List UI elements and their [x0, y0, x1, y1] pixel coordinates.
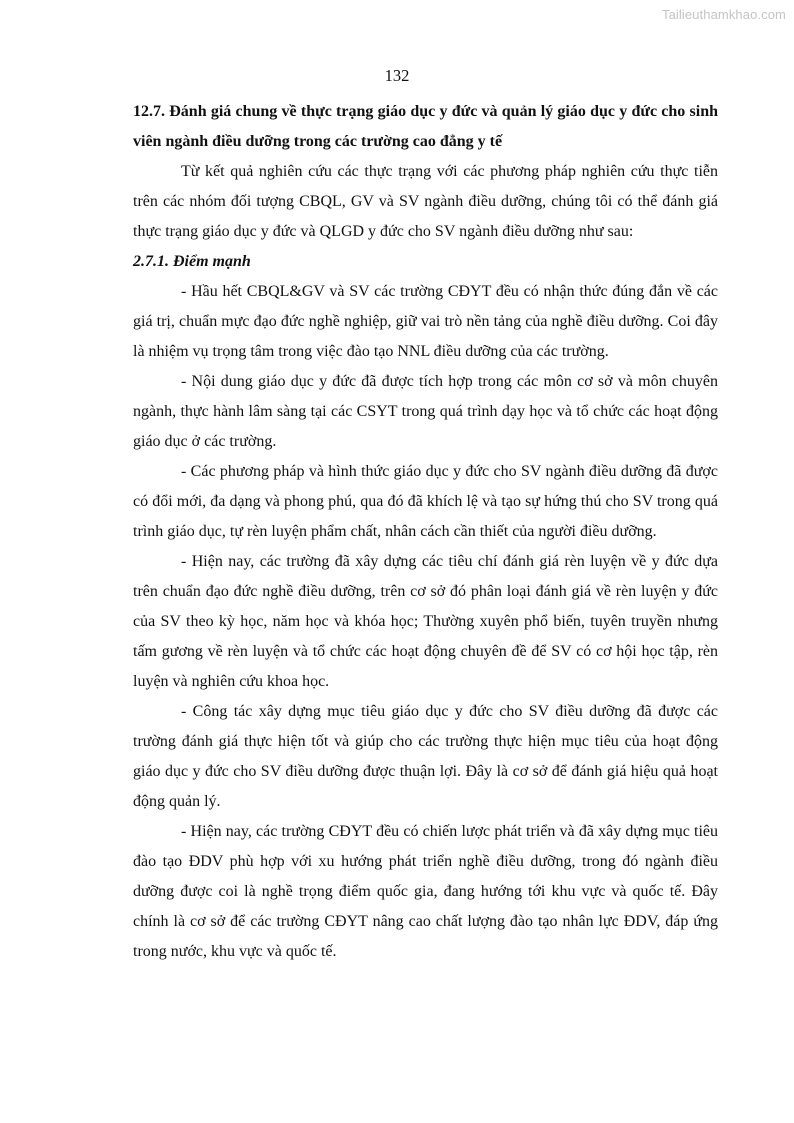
strength-point-5: - Công tác xây dựng mục tiêu giáo dục y đức cho SV điều dưỡng đã được các trường đánh giá thực hiện tốt và giúp cho các trường thực hiện mục tiêu của hoạt động giáo dục y đức cho SV điều dưỡng được thuận lợi. Đây là cơ sở để đánh giá hiệu quả hoạt động quản lý. — [133, 703, 718, 810]
strength-point-4: - Hiện nay, các trường đã xây dựng các tiêu chí đánh giá rèn luyện về y đức dựa trên chuẩn đạo đức nghề điều dưỡng, trên cơ sở đó phân loại đánh giá về rèn luyện y đức của SV theo kỳ học, năm học và khóa học; Thường xuyên phổ biến, tuyên truyền nhưng tấm gương về rèn luyện và tổ chức các hoạt động chuyên đề để SV có cơ hội học tập, rèn luyện và nghiên cứu khoa học. — [133, 553, 718, 690]
intro-paragraph: Từ kết quả nghiên cứu các thực trạng với các phương pháp nghiên cứu thực tiễn trên các nhóm đối tượng CBQL, GV và SV ngành điều dưỡng, chúng tôi có thể đánh giá thực trạng giáo dục y đức và QLGD y đức cho SV ngành điều dưỡng như sau: — [133, 163, 718, 240]
section-title: 12.7. Đánh giá chung về thực trạng giáo dục y đức và quản lý giáo dục y đức cho sinh viên ngành điều dưỡng trong các trường cao đẳng y tế — [133, 103, 718, 150]
strength-point-1: - Hầu hết CBQL&GV và SV các trường CĐYT đều có nhận thức đúng đắn về các giá trị, chuẩn mực đạo đức nghề nghiệp, giữ vai trò nền tảng của nghề điều dưỡng. Coi đây là nhiệm vụ trọng tâm trong việc đào tạo NNL điều dưỡng của các trường. — [133, 283, 718, 360]
document-body — [133, 97, 718, 967]
strength-point-3: - Các phương pháp và hình thức giáo dục y đức cho SV ngành điều dưỡng đã được có đổi mới, đa dạng và phong phú, qua đó đã khích lệ và tạo sự hứng thú cho SV trong quá trình giáo dục, tự rèn luyện phẩm chất, nhân cách cần thiết của người điều dưỡng. — [133, 463, 718, 540]
subsection-title: 2.7.1. Điểm mạnh — [133, 253, 251, 270]
watermark-text: Tailieuthamkhao.com — [661, 7, 786, 22]
strength-point-2: - Nội dung giáo dục y đức đã được tích hợp trong các môn cơ sở và môn chuyên ngành, thực hành lâm sàng tại các CSYT trong quá trình dạy học và tổ chức các hoạt động giáo dục ở các trường. — [133, 373, 718, 450]
page-number: 132 — [384, 66, 410, 85]
strength-point-6: - Hiện nay, các trường CĐYT đều có chiến lược phát triển và đã xây dựng mục tiêu đào tạo ĐDV phù hợp với xu hướng phát triển nghề điều dưỡng, trong đó ngành điều dưỡng được coi là nghề trọng điểm quốc gia, đang hướng tới khu vực và quốc tế. Đây chính là cơ sở để các trường CĐYT nâng cao chất lượng đào tạo nhân lực ĐDV, đáp ứng trong nước, khu vực và quốc tế. — [133, 823, 718, 960]
